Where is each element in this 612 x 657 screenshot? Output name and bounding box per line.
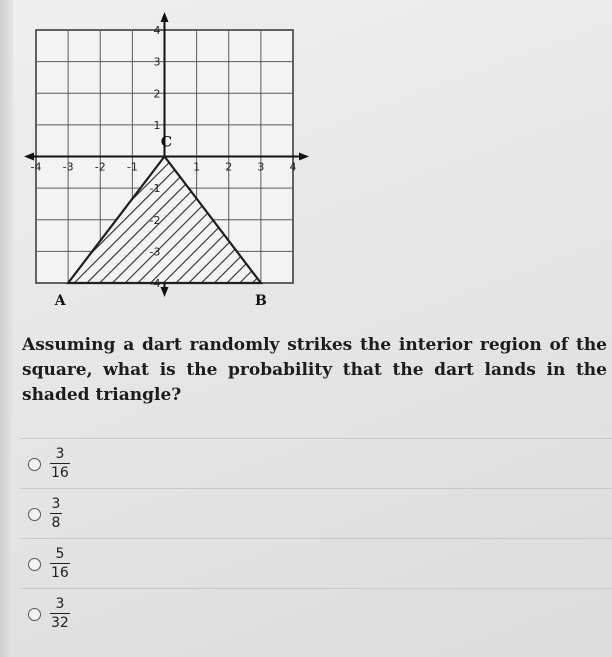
numerator: 3: [51, 496, 61, 512]
y-axis-arrow-down: [161, 287, 169, 297]
divider: [20, 488, 612, 489]
fraction-bar: [50, 613, 70, 614]
y-axis-arrow-up: [161, 12, 169, 22]
fraction-bar: [50, 563, 70, 564]
x-tick-label: -3: [62, 160, 74, 174]
radio-button[interactable]: [28, 558, 41, 571]
option-4[interactable]: [28, 592, 608, 640]
question-text: Assuming a dart randomly strikes the interior region of the square, what is the probability that the dart lands in the shaded triangle?: [22, 335, 607, 405]
fraction-bar: [50, 463, 70, 464]
option-1[interactable]: [28, 442, 608, 490]
x-axis-arrow-right: [299, 153, 309, 161]
x-tick-label: 4: [289, 160, 297, 174]
divider: [20, 438, 612, 439]
radio-button[interactable]: [28, 608, 41, 621]
y-tick-label: -4: [149, 277, 161, 290]
fraction: [50, 446, 70, 481]
denominator: 8: [51, 515, 61, 532]
y-tick-label: -1: [149, 182, 161, 196]
fraction: [50, 596, 70, 631]
x-tick-label: -2: [94, 160, 106, 174]
vertex-label: B: [254, 293, 267, 309]
vertex-label: C: [160, 134, 173, 151]
denominator: 16: [51, 465, 69, 482]
denominator: 32: [51, 615, 69, 632]
option-2[interactable]: [28, 492, 608, 540]
x-tick-label: -1: [126, 160, 138, 174]
divider: [20, 538, 612, 539]
fraction: [50, 496, 62, 531]
radio-button[interactable]: [28, 508, 41, 521]
numerator: 5: [55, 546, 65, 562]
x-axis-arrow-left: [24, 153, 34, 161]
radio-button[interactable]: [28, 458, 41, 471]
x-tick-label: 3: [257, 160, 265, 174]
numerator: 3: [55, 446, 65, 462]
y-tick-label: 3: [153, 55, 161, 69]
numerator: 3: [55, 596, 65, 612]
fraction: [50, 546, 70, 581]
x-tick-label: 2: [225, 160, 233, 174]
x-tick-label: 1: [193, 160, 201, 174]
y-tick-label: -3: [149, 245, 161, 259]
y-tick-label: 2: [153, 87, 161, 101]
y-tick-label: 1: [153, 118, 161, 132]
vertex-label: A: [54, 293, 66, 309]
denominator: 16: [51, 565, 69, 582]
y-tick-label: -2: [149, 213, 161, 227]
option-3[interactable]: [28, 542, 608, 590]
fraction-bar: [50, 513, 62, 514]
divider: [20, 588, 612, 589]
y-tick-label: 4: [153, 24, 161, 37]
x-tick-label: -4: [30, 160, 42, 174]
coordinate-graph: [0, 0, 612, 320]
